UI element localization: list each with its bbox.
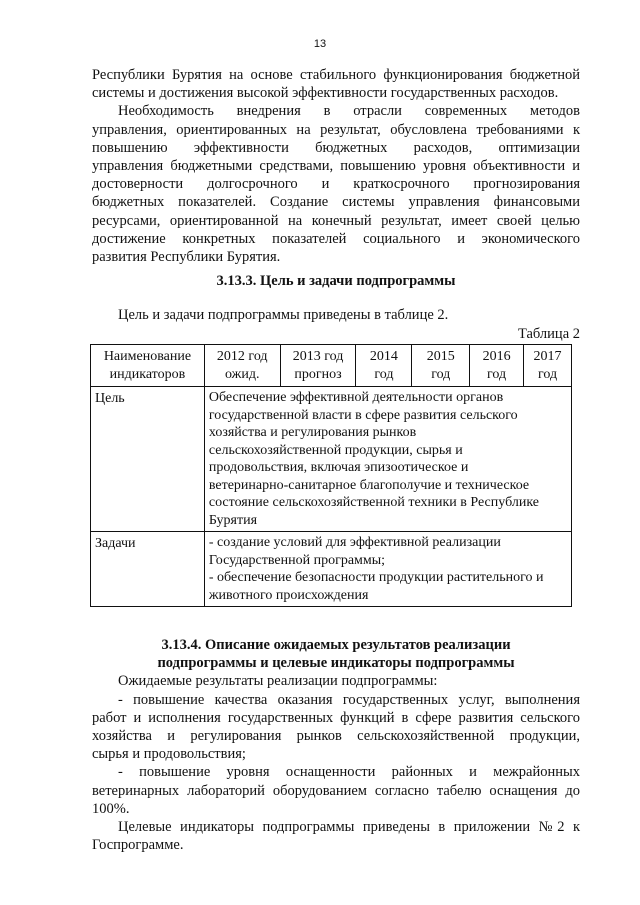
section-3-13-3-text xyxy=(92,306,580,324)
text-line: системы и достижения высокой эффективности государственных расходов. xyxy=(92,85,559,102)
text-line: развития Республики Бурятия. xyxy=(92,249,281,266)
header-2012: 2012 год ожид. xyxy=(204,345,280,387)
intro-paragraph xyxy=(92,66,580,266)
text-line: управления бюджетными средствами, повышению уровня объективности и xyxy=(92,158,580,175)
text-line: - повышение качества оказания государственных услуг, выполнения xyxy=(118,691,580,708)
text-line: Необходимость внедрения в отрасли современных методов xyxy=(118,103,580,120)
section-3-13-3 xyxy=(92,272,580,290)
section-heading: подпрограммы и целевые индикаторы подпрограммы xyxy=(157,655,515,672)
table-row-goal xyxy=(91,387,572,532)
row-label-tasks: Задачи xyxy=(91,532,205,607)
goals-table xyxy=(90,344,572,607)
header-2013: 2013 год прогноз xyxy=(280,345,356,387)
section-heading: 3.13.3. Цель и задачи подпрограммы xyxy=(216,273,456,289)
header-2016: 2016 год xyxy=(470,345,524,387)
text-line: Республики Бурятия на основе стабильного функционирования бюджетной xyxy=(92,67,580,83)
text-line: бюджетных показателей. Создание системы управления финансовыми xyxy=(92,194,580,211)
text-line: повышению эффективности бюджетных расходов, оптимизации xyxy=(92,139,580,156)
text-line: достижение конкретных показателей социального и экономического xyxy=(92,230,580,247)
text-line: управления, ориентированных на результат, обусловлена требованиями к xyxy=(92,121,580,138)
header-2017: 2017 год xyxy=(524,345,572,387)
text-line: ветеринарных лабораторий оборудованием согласно табелю оснащения до xyxy=(92,782,580,799)
header-indicators: Наименование индикаторов xyxy=(91,345,205,387)
text-line: Целевые индикаторы подпрограммы приведены в приложении №2 к xyxy=(118,819,580,836)
table-header-row xyxy=(91,345,572,387)
text-line: Госпрограмме. xyxy=(92,837,184,854)
text-line: - повышение уровня оснащенности районных и межрайонных xyxy=(118,764,580,781)
header-2014: 2014 год xyxy=(356,345,412,387)
table-row-tasks xyxy=(91,532,572,607)
header-2015: 2015 год xyxy=(412,345,470,387)
text-line: достоверности долгосрочного и краткосрочного прогнозирования xyxy=(92,176,580,193)
goal-text: Обеспечение эффективной деятельности органов государственной власти в сфере развития сельского хозяйства и регулирования рынков сельскохозяйственной продукции, сырья и продовольствия, включая эпизоотическое и ветеринарно-санитарное благополучие и техническое состояние сельскохозяйственной техники в Республике Бурятия xyxy=(204,387,571,532)
text-line: работ и исполнения государственных функций в сфере развития сельского xyxy=(92,709,580,726)
section-3-13-4 xyxy=(92,636,580,854)
text-line: Цель и задачи подпрограммы приведены в таблице 2. xyxy=(118,307,449,323)
text-line: Ожидаемые результаты реализации подпрограммы: xyxy=(118,673,438,690)
text-line: сырья и продовольствия; xyxy=(92,746,246,763)
page-number: 13 xyxy=(313,38,327,50)
text-line: ресурсами, ориентированной на конечный результат, имеет своей целью xyxy=(92,212,580,229)
text-line: хозяйства и регулирования рынков сельскохозяйственной продукции, xyxy=(92,728,580,745)
tasks-text: - создание условий для эффективной реализации Государственной программы; - обеспечение безопасности продукции растительного и животного происхождения xyxy=(204,532,571,607)
text-line: 100%. xyxy=(92,800,130,817)
section-heading: 3.13.4. Описание ожидаемых результатов реализации xyxy=(161,637,511,653)
row-label-goal: Цель xyxy=(91,387,205,532)
table-caption: Таблица 2 xyxy=(517,326,580,342)
